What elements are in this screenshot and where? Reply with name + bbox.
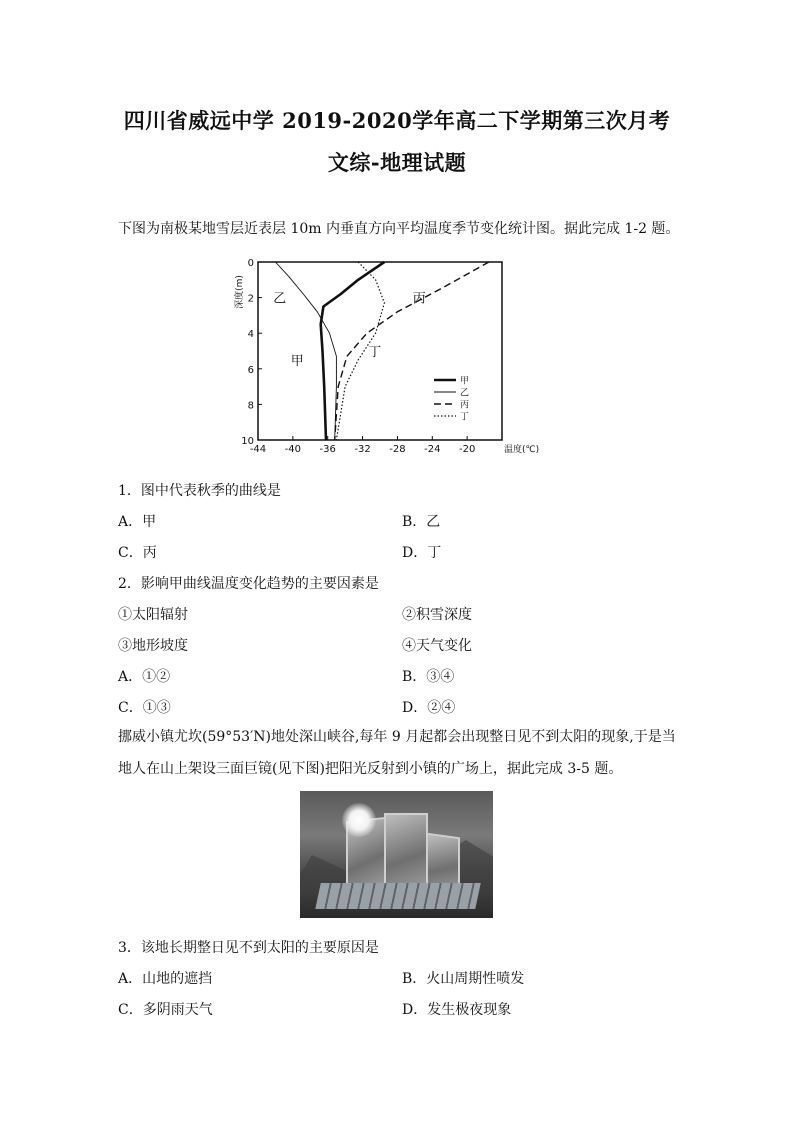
- legend-entry: 丙: [460, 400, 470, 411]
- x-tick-label: -28: [389, 444, 406, 455]
- y-tick-label: 8: [247, 400, 254, 412]
- page-subtitle: 文综-地理试题: [327, 150, 467, 175]
- intro-text-2: 挪威小镇尤坎(59°53′N)地处深山峡谷,每年 9 月起都会出现整日见不到太阳的现象,于是当地人在山上架设三面巨镜(见下图)把阳光反射到小镇的广场上，据此完成 3-5 题。: [118, 729, 676, 777]
- x-axis-label: 温度(℃): [504, 445, 540, 455]
- question-1-option-d: D．丁: [402, 545, 442, 561]
- y-tick-label: 0: [247, 258, 254, 269]
- question-2-option-b: B．③④: [402, 669, 455, 685]
- question-2-stem: 2．影响甲曲线温度变化趋势的主要因素是: [118, 576, 379, 592]
- legend-entry: 乙: [460, 388, 470, 399]
- curve-label: 丁: [368, 345, 382, 360]
- legend-entry: 甲: [460, 376, 470, 387]
- y-tick-label: 2: [247, 293, 254, 305]
- curve-label: 丙: [412, 291, 426, 307]
- question-1-option-c: C．丙: [118, 545, 157, 561]
- x-tick-label: -36: [319, 444, 336, 455]
- question-2-option-c: C．①③: [118, 700, 171, 716]
- question-3-option-b: B．火山周期性喷发: [402, 971, 525, 987]
- y-axis-label: 深度(m): [235, 275, 245, 309]
- curve-label: 乙: [273, 291, 287, 307]
- question-1-option-a: A．甲: [118, 514, 157, 530]
- y-tick-label: 4: [247, 329, 254, 341]
- question-3-option-c: C．多阴雨天气: [118, 1002, 213, 1018]
- intro-text-1: 下图为南极某地雪层近表层 10m 内垂直方向平均温度季节变化统计图。据此完成 1-2 题。: [118, 221, 680, 237]
- curve-label: 甲: [290, 353, 304, 369]
- temperature-depth-chart: [232, 252, 552, 460]
- question-1-stem: 1．图中代表秋季的曲线是: [118, 483, 281, 499]
- x-tick-label: -32: [354, 444, 371, 455]
- question-2-item-4: ④天气变化: [402, 638, 472, 654]
- question-2-option-d: D．②④: [402, 700, 456, 716]
- legend-entry: 丁: [460, 412, 470, 423]
- question-1-option-b: B．乙: [402, 514, 441, 530]
- y-tick-label: 6: [247, 364, 254, 376]
- question-3-stem: 3．该地长期整日见不到太阳的主要原因是: [118, 940, 379, 956]
- y-tick-label: 10: [241, 436, 254, 447]
- question-3-option-a: A．山地的遮挡: [118, 971, 213, 987]
- mirror-photo: [300, 791, 493, 918]
- question-2-option-a: A．①②: [118, 669, 171, 685]
- question-2-item-3: ③地形坡度: [118, 638, 188, 654]
- question-2-item-2: ②积雪深度: [402, 607, 472, 623]
- x-tick-label: -40: [284, 444, 302, 455]
- x-tick-label: -20: [458, 444, 476, 455]
- question-3-option-d: D．发生极夜现象: [402, 1002, 512, 1018]
- x-tick-label: -24: [424, 444, 441, 455]
- sun-glare: [342, 803, 376, 837]
- question-2-item-1: ①太阳辐射: [118, 607, 188, 623]
- x-tick-label: -44: [249, 444, 267, 455]
- page-title: 四川省威远中学 2019-2020学年高二下学期第三次月考: [123, 108, 671, 133]
- series-line-乙: [275, 262, 336, 440]
